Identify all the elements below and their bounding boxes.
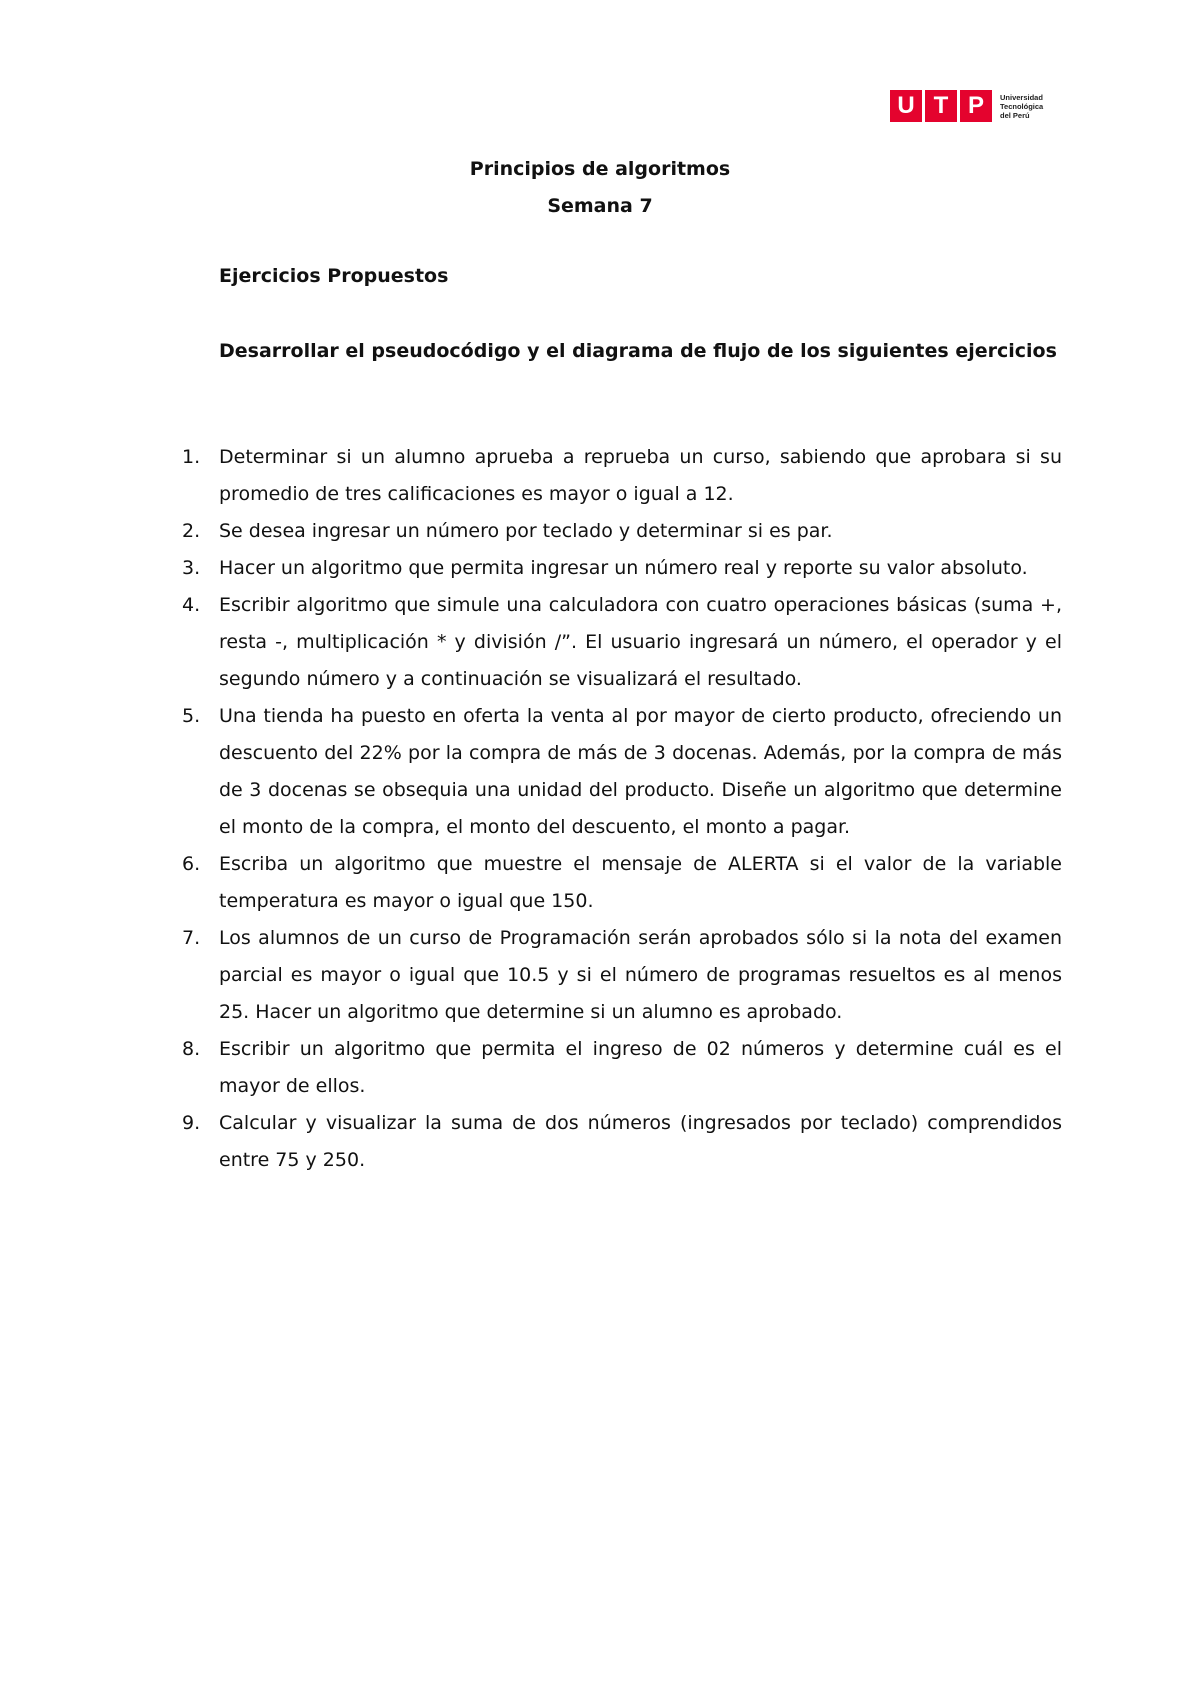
- logo-letter-p: P: [960, 90, 992, 122]
- logo-university-name: [1000, 93, 1043, 120]
- exercise-number: 4.: [182, 594, 201, 616]
- exercise-number: 5.: [182, 705, 201, 727]
- exercise-text: Escribir un algoritmo que permita el ingreso de 02 números y determine cuál es el mayor de ellos.: [219, 1038, 1062, 1097]
- exercise-number: 3.: [182, 557, 201, 579]
- logo-text-line: del Perú: [1000, 110, 1030, 120]
- exercise-text: Determinar si un alumno aprueba a reprueba un curso, sabiendo que aprobara si su promedio de tres calificaciones es mayor o igual a 12.: [219, 446, 1062, 505]
- exercise-number: 9.: [182, 1112, 201, 1134]
- course-title: Principios de algoritmos: [469, 158, 731, 180]
- exercise-text: Una tienda ha puesto en oferta la venta al por mayor de cierto producto, ofreciendo un descuento del 22% por la compra de más de 3 docenas. Además, por la compra de más de 3 docenas se obsequia una unidad del producto. Diseñe un algoritmo que determine el monto de la compra, el monto del descuento, el monto a pagar.: [219, 705, 1062, 838]
- exercise-number: 1.: [182, 446, 201, 468]
- exercise-item: [182, 550, 1062, 587]
- exercise-item: [182, 439, 1062, 513]
- exercise-number: 2.: [182, 520, 201, 542]
- exercise-item: [182, 513, 1062, 550]
- utp-logo: [890, 90, 1043, 122]
- instructions-text: Desarrollar el pseudocódigo y el diagrama de flujo de los siguientes ejercicios: [219, 340, 1057, 362]
- exercise-item: [182, 846, 1062, 920]
- logo-text-line: Tecnológica: [1000, 101, 1044, 111]
- exercise-list: [182, 439, 1062, 1179]
- exercise-text: Calcular y visualizar la suma de dos números (ingresados por teclado) comprendidos entre 75 y 250.: [219, 1112, 1062, 1171]
- exercise-item: [182, 920, 1062, 1031]
- exercise-text: Los alumnos de un curso de Programación serán aprobados sólo si la nota del examen parcial es mayor o igual que 10.5 y si el número de programas resueltos es al menos 25. Hacer un algoritmo que determine si un alumno es aprobado.: [219, 927, 1062, 1023]
- exercise-item: [182, 1105, 1062, 1179]
- exercise-number: 7.: [182, 927, 201, 949]
- exercise-number: 6.: [182, 853, 201, 875]
- logo-text-line: Universidad: [1000, 92, 1043, 102]
- exercise-number: 8.: [182, 1038, 201, 1060]
- exercise-text: Se desea ingresar un número por teclado y determinar si es par.: [219, 520, 833, 542]
- exercise-item: [182, 698, 1062, 846]
- exercise-text: Escriba un algoritmo que muestre el mensaje de ALERTA si el valor de la variable temperatura es mayor o igual que 150.: [219, 853, 1062, 912]
- exercise-text: Hacer un algoritmo que permita ingresar un número real y reporte su valor absoluto.: [219, 557, 1028, 579]
- section-heading: Ejercicios Propuestos: [219, 265, 449, 287]
- exercise-item: [182, 1031, 1062, 1105]
- logo-letter-t: T: [925, 90, 957, 122]
- exercise-item: [182, 587, 1062, 698]
- logo-letters: [890, 90, 995, 122]
- exercise-text: Escribir algoritmo que simule una calculadora con cuatro operaciones básicas (suma +, resta -, multiplicación * y división /”. El usuario ingresará un número, el operador y el segundo número y a continuación se visualizará el resultado.: [219, 594, 1062, 690]
- week-title: Semana 7: [547, 195, 653, 217]
- logo-letter-u: U: [890, 90, 922, 122]
